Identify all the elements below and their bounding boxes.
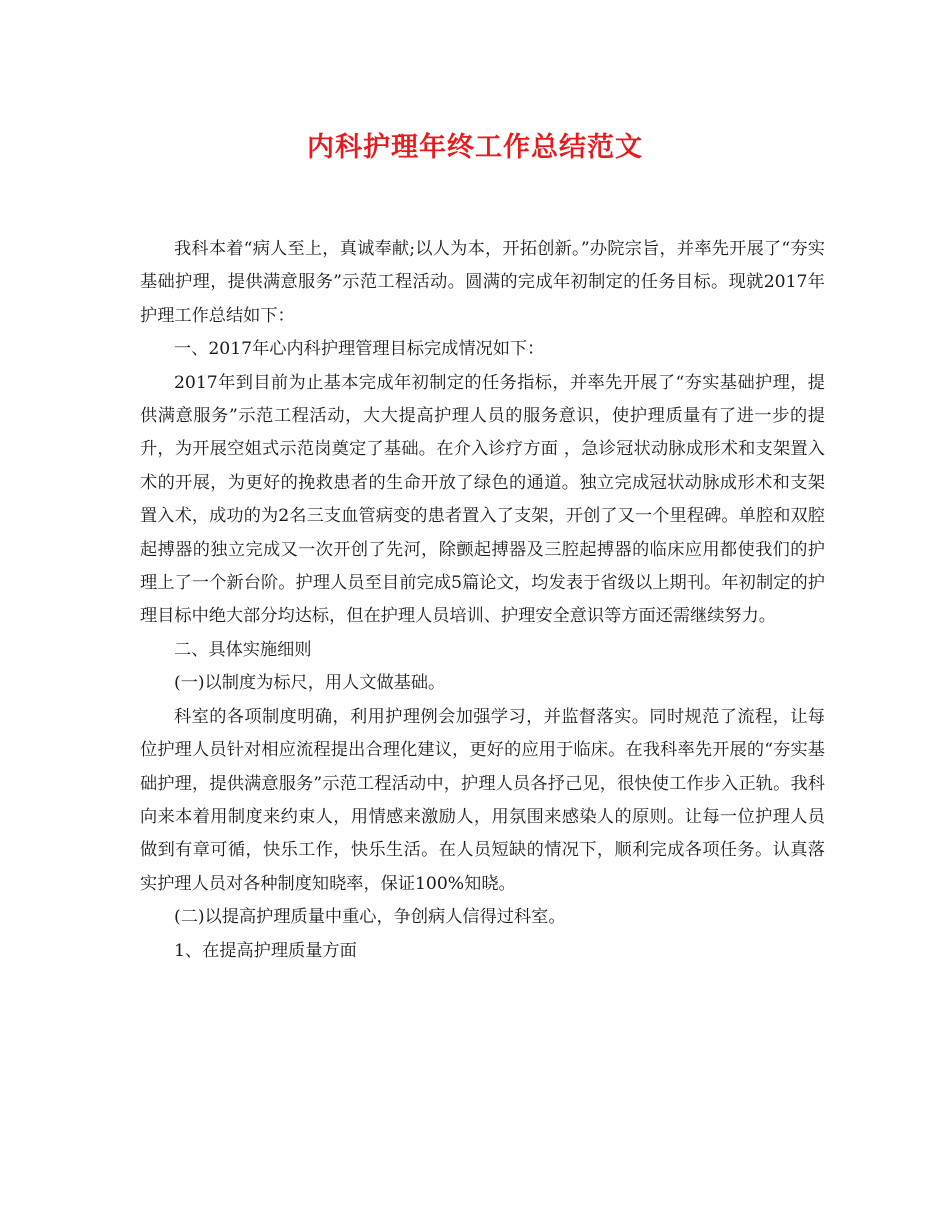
document-title: 内科护理年终工作总结范文 [307,132,643,163]
paragraph-goals: 2017年到目前为止基本完成年初制定的任务指标，并率先开展了“夯实基础护理，提供满意服务”示范工程活动，大大提高护理人员的服务意识，使护理质量有了进一步的提升，为开展空姐式示范岗奠定了基础。在介入诊疗方面 ，急诊冠状动脉成形术和支架置入术的开展，为更好的挽救患者的生命开放了绿色的通道。独立完成冠状动脉成形术和支架置入术，成功的为2名三支血管病变的患者置入了支架，开创了又一个里程碑。单腔和双腔起搏器的独立完成又一次开创了先河，除颤起搏器及三腔起搏器的临床应用都使我们的护理上了一个新台阶。护理人员至目前完成5篇论文，均发表于省级以上期刊。年初制定的护理目标中绝大部分均达标，但在护理人员培训、护理安全意识等方面还需继续努力。 [140,372,825,627]
section-heading-2: 二、具体实施细则 [174,639,312,660]
subsection-heading-2: (二)以提高护理质量中重心，争创病人信得过科室。 [174,907,566,928]
document-body [140,233,825,968]
subsection-heading-1: (一)以制度为标尺，用人文做基础。 [174,673,446,694]
paragraph-intro: 我科本着“病人至上，真诚奉献;以人为本，开拓创新。”办院宗旨，并率先开展了“夯实基础护理，提供满意服务”示范工程活动。圆满的完成年初制定的任务目标。现就2017年护理工作总结如下： [140,239,825,326]
paragraph-system: 科室的各项制度明确，利用护理例会加强学习，并监督落实。同时规范了流程，让每位护理人员针对相应流程提出合理化建议，更好的应用于临床。在我科率先开展的“夯实基础护理，提供满意服务”示范工程活动中，护理人员各抒己见，很快使工作步入正轨。我科向来本着用制度来约束人，用情感来激励人，用氛围来感染人的原则。让每一位护理人员做到有章可循，快乐工作，快乐生活。在人员短缺的情况下，顺利完成各项任务。认真落实护理人员对各种制度知晓率，保证100%知晓。 [140,706,825,894]
item-heading-1: 1、在提高护理质量方面 [174,940,357,961]
section-heading-1: 一、2017年心内科护理管理目标完成情况如下： [174,339,545,360]
